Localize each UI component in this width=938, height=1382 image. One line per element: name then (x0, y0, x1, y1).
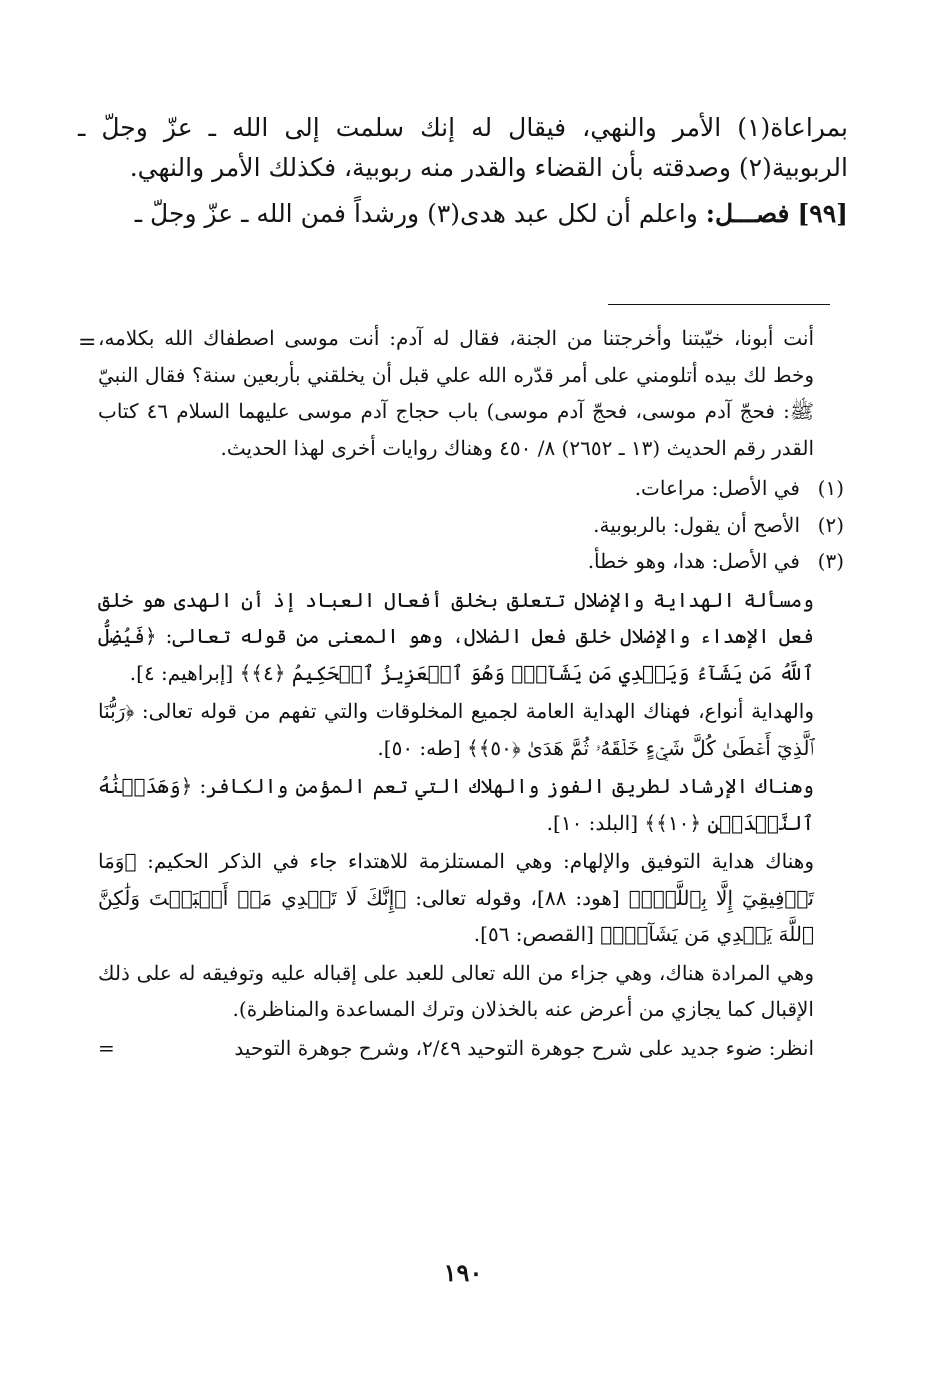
footnote-text: الأصح أن يقول: بالربوبية. (593, 512, 800, 537)
reference-text: انظر: ضوء جديد على شرح جوهرة التوحيد ٢/٤٩، وشرح جوهرة التوحيد (234, 1035, 814, 1060)
commentary-paragraph: والهداية أنواع، فهناك الهداية العامة لجميع المخلوقات والتي تفهم من قوله تعالى: ﴿رَبُّنَا ٱلَّذِيٓ أَعۡطَىٰ كُلَّ شَيۡءٍ خَلۡقَهُۥ ثُمَّ هَدَىٰ ﴿٥٠﴾﴾ [طه: ٥٠]. (98, 699, 814, 760)
footnote-number: (١) (817, 476, 844, 500)
page-number: ١٩٠ (443, 1258, 483, 1287)
section-number: [٩٩] (797, 199, 848, 228)
footnote-commentary (98, 582, 814, 1067)
main-text (78, 108, 848, 234)
footnote-text: في الأصل: هدا، وهو خطأ. (587, 549, 800, 573)
commentary-paragraph: ومسألة الهداية والإضلال تتعلق بخلق أفعال العباد إذ أن الهدى هو خلق فعل الإهداء والإضلال خلق فعل الضلال، وهو المعنى من قوله تعالى: ﴿فَيُضِلُّ ٱللَّهُ مَن يَشَآءُ وَيَهۡدِي مَن يَشَآءُۚ وَهُوَ ٱلۡعَزِيزُ ٱلۡحَكِيمُ ﴿٤﴾﴾ [إبراهيم: ٤]. (98, 587, 814, 685)
footnote-number: (٣) (817, 549, 844, 573)
commentary-reference (98, 1030, 814, 1067)
continuation-mark: = (98, 1035, 115, 1060)
continuation-mark: = (78, 330, 97, 355)
section-paragraph (78, 194, 848, 234)
footnote-item (98, 507, 844, 544)
commentary-paragraph: وهناك الإرشاد لطريق الفوز والهلاك التي تعم المؤمن والكافر: ﴿وَهَدَيۡنَٰهُ ٱلنَّجۡدَيۡنِ ﴿١٠﴾﴾ [البلد: ١٠]. (98, 774, 814, 835)
footnote-text: في الأصل: مراعات. (634, 476, 800, 500)
commentary-paragraph: وهناك هداية التوفيق والإلهام: وهي المستلزمة للاهتداء جاء في الذكر الحكيم: ﴿وَمَا تَوۡفِيقِيٓ إِلَّا بِٱللَّهِۚ﴾ [هود: ٨٨]، وقوله تعالى: ﴿إِنَّكَ لَا تَهۡدِي مَنۡ أَحۡبَبۡتَ وَلَٰكِنَّ ٱللَّهَ يَهۡدِي مَن يَشَآءُۚ﴾ [القصص: ٥٦]. (98, 849, 814, 946)
book-page (78, 108, 848, 1368)
footnote-continuation: أنت أبونا، خيّبتنا وأخرجتنا من الجنة، فقال له آدم: أنت موسى اصطفاك الله بكلامه، وخط لك بيده أتلومني على أمر قدّره الله علي قبل أن يخلقني بأربعين سنة؟ فقال النبيّ ﷺ: فحجّ آدم موسى، فحجّ آدم موسى) باب حجاج آدم موسى عليهما السلام ٤٦ كتاب القدر رقم الحديث (١٣ ـ ٢٦٥٢) ٨/ ٤٥٠ وهناك روايات أخرى لهذا الحديث. (98, 326, 814, 460)
section-label: فصـــل: (705, 199, 790, 228)
main-paragraph: بمراعاة(١) الأمر والنهي، فيقال له إنك سلمت إلى الله ـ عزّ وجلّ ـ الربوبية(٢) وصدقته بأن القضاء والقدر منه ربوبية، فكذلك الأمر والنهي. (78, 113, 848, 182)
footnote-item (98, 470, 844, 507)
footnote-separator (608, 304, 830, 305)
footnotes (98, 320, 844, 1068)
footnote-item (98, 543, 844, 580)
footnote-number: (٢) (817, 512, 844, 537)
section-text: واعلم أن لكل عبد هدى(٣) ورشداً فمن الله ـ عزّ وجلّ ـ (134, 199, 698, 228)
commentary-paragraph: وهي المرادة هناك، وهي جزاء من الله تعالى للعبد على إقباله عليه وتوفيقه له على ذلك الإقبال كما يجازي من أعرض عنه بالخذلان وترك المساعدة والمناظرة). (98, 960, 814, 1021)
